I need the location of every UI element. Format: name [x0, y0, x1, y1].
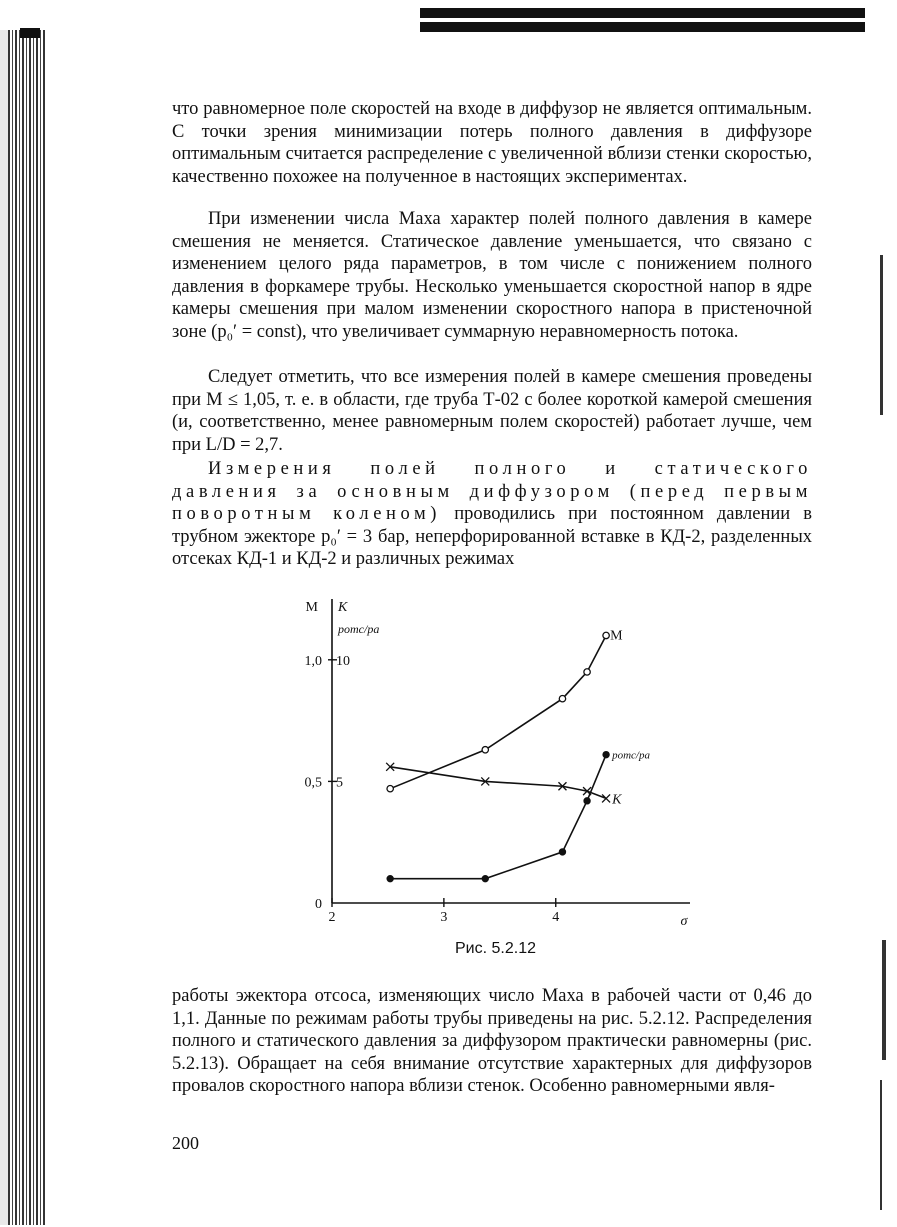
y-left-tick-label: 1,0 — [304, 653, 322, 669]
y-left-tick-label: 0 — [315, 897, 322, 912]
series-line-1 — [390, 767, 606, 799]
data-point-p — [559, 849, 565, 855]
paragraph-2: При изменении числа Маха характер полей полного давления в камере смешения не меняется. Статическое давление уменьшается, что связано с изменением целого ряда параметров, в том числе с понижением полного давления в форкамере трубы. Несколько уменьшается скоростной напор в ядре камеры смешения при малом изменении скоростного напора в пристеночной зоне (p₀′ = const), что увеличивает суммарную неравномерность потока. — [172, 209, 812, 342]
data-point-m — [482, 747, 488, 753]
scan-edge-right-mark — [882, 940, 886, 1060]
chart-svg — [290, 585, 710, 935]
y-right-axis-label-p: pотс/pа — [338, 622, 380, 636]
series-label-m: M — [610, 628, 623, 644]
data-point-p — [584, 798, 590, 804]
data-point-p — [603, 751, 609, 757]
scan-edge-corner — [20, 28, 40, 38]
scan-edge-left — [8, 30, 46, 1225]
x-tick-label: 3 — [440, 910, 448, 925]
data-point-m — [584, 669, 590, 675]
data-point-p — [387, 875, 393, 881]
figure-caption: Рис. 5.2.12 — [455, 940, 536, 957]
page-number: 200 — [172, 1133, 199, 1153]
paragraph-5: работы эжектора отсоса, изменяющих число Маха в рабочей части от 0,46 до 1,1. Данные по режимам работы трубы приведены на рис. 5.2.12. Распределения полного и статического давления за диффузором практически равномерны (рис. 5.2.13). Обращает на себя внимание отсутствие характерных для диффузоров провалов скоростного напора вблизи стенок. Особенно равномерными явля- — [172, 986, 812, 1097]
data-point-k — [602, 794, 610, 802]
paragraph-1: что равномерное поле скоростей на входе в диффузор не является оптимальным. С точки зрения минимизации потерь полного давления в диффузоре оптимальным считается распределение с увеличенной вблизи стенки скоростью, качественно похожее на полученное в настоящих экспериментах. — [172, 99, 812, 187]
scan-edge-right-mark — [880, 1080, 882, 1210]
paragraph-3: Следует отметить, что все измерения полей в камере смешения проведены при M ≤ 1,05, т. е. в области, где труба Т-02 с более короткой камерой смешения (и, соответственно, менее равномерным полем скоростей) работает лучше, чем при L/D = 2,7. — [172, 367, 812, 455]
data-point-m — [387, 785, 393, 791]
y-left-tick-label: 0,5 — [304, 775, 322, 791]
paragraph-4 — [172, 458, 812, 571]
data-point-m — [559, 696, 565, 702]
series-label-p: pотс/pа — [612, 749, 650, 762]
spaced-emphasis: Измерения полей полного и статического давления за основным диффузором (перед первым поворотным коленом) — [172, 459, 812, 525]
y-left-axis-label: M — [305, 600, 318, 615]
paragraph-4-rest: проводились при постоянном давлении в трубном эжекторе p₀′ = 3 бар, неперфорированной вставке в КД-2, разделенных отсеках КД-1 и КД-2 и различных режимах — [172, 504, 813, 570]
x-tick-label: 4 — [552, 910, 560, 925]
series-line-2 — [390, 755, 606, 879]
y-right-axis-label-k: K — [338, 600, 348, 615]
figure-5-2-12 — [290, 585, 710, 965]
scan-shadow-left — [0, 30, 8, 1225]
y-right-tick-label: 5 — [336, 775, 343, 791]
series-line-0 — [390, 635, 606, 788]
data-point-p — [482, 875, 488, 881]
x-tick-label: 2 — [328, 910, 336, 925]
x-axis-label: σ — [680, 914, 688, 929]
scan-edge-top — [420, 8, 865, 38]
data-point-m — [603, 632, 609, 638]
scan-edge-right-mark — [880, 255, 883, 415]
series-label-k: K — [612, 792, 622, 808]
y-right-tick-label: 10 — [336, 653, 350, 669]
